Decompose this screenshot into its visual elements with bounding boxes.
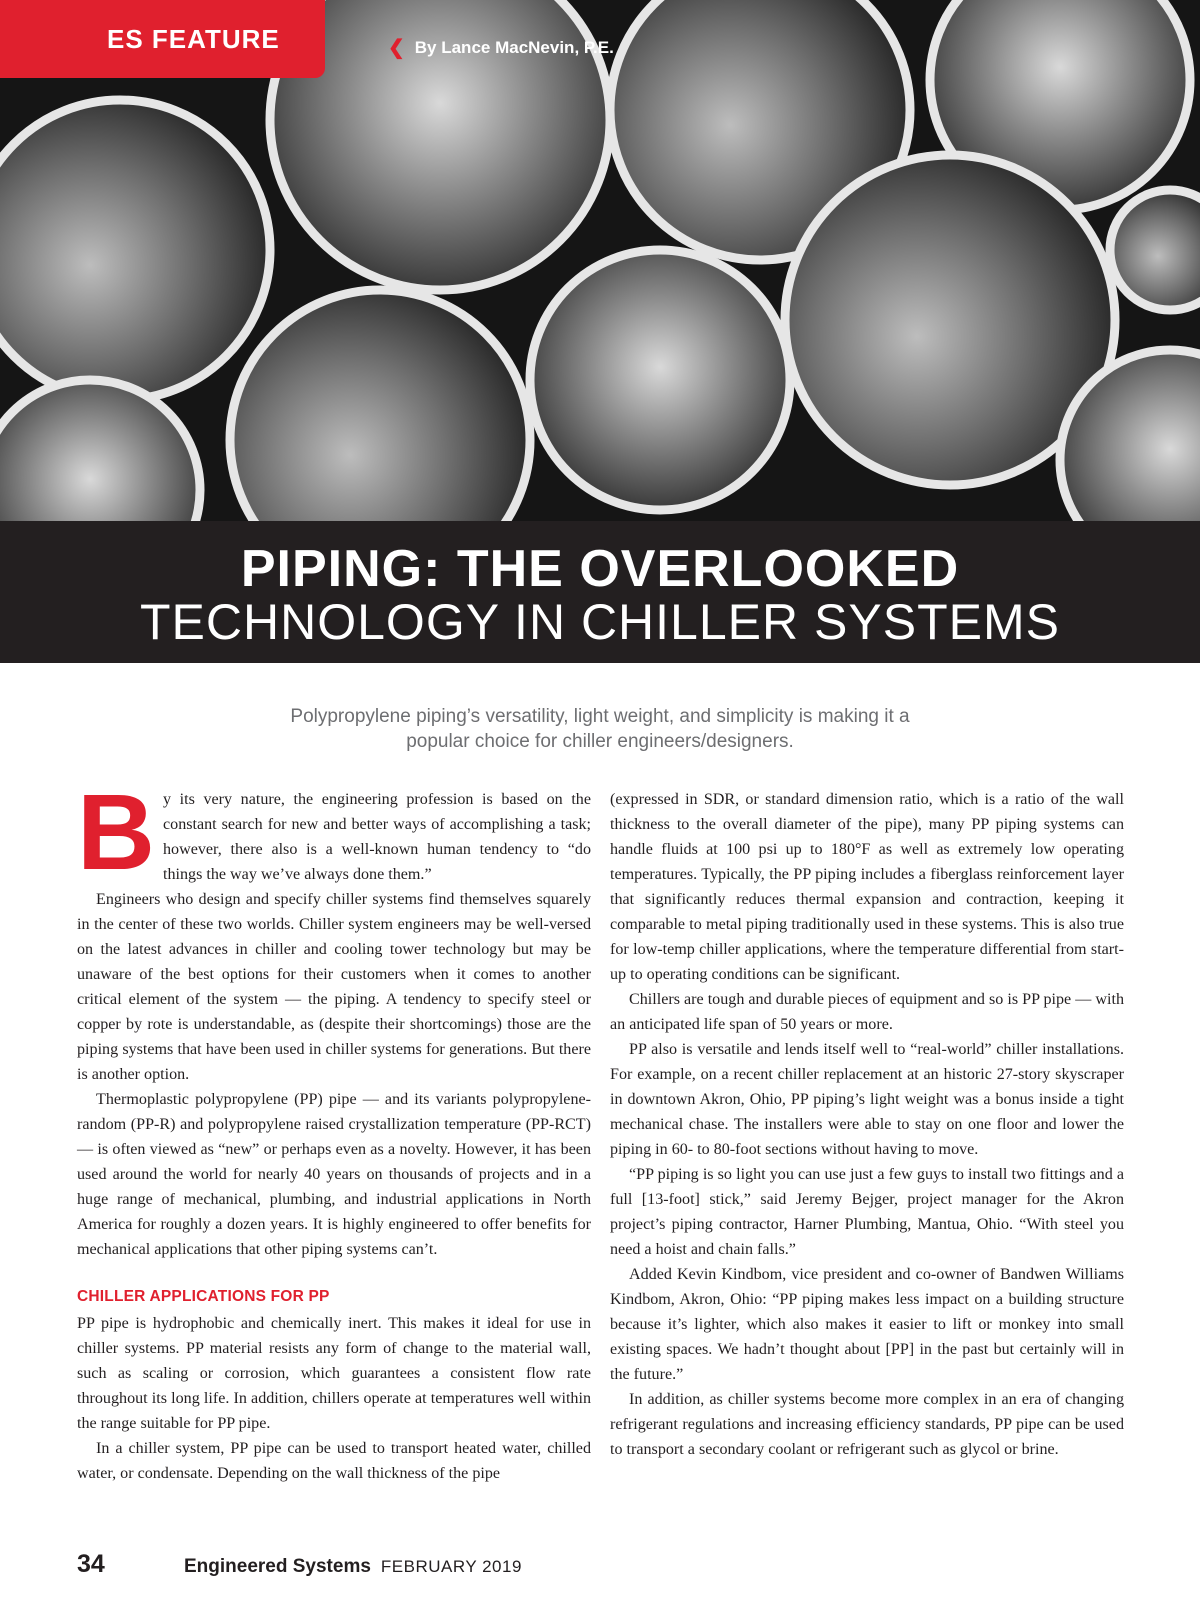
title-band <box>0 521 1200 663</box>
paragraph: In addition, as chiller systems become more complex in an era of changing refrigerant regulations and increasing efficiency standards, PP pipe can be used to transport a secondary coolant or refrigerant such as glycol or brine. <box>610 1391 1124 1458</box>
left-column <box>77 771 591 1486</box>
paragraph <box>77 771 591 892</box>
paragraph: Thermoplastic polypropylene (PP) pipe — and its variants polypropylene-random (PP-R) and polypropylene raised crystallization temperature (PP-RCT) — is often viewed as “new” or perhaps even as a novelty. However, it has been used around the world for nearly 40 years on thousands of projects and in a huge range of mechanical, plumbing, and industrial applications in North America for roughly a dozen years. It is highly engineered to offer benefits for mechanical applications that other piping systems can’t. <box>77 1091 591 1258</box>
paragraph-text: y its very nature, the engineering profession is based on the constant search for new and better ways of accomplishing a task; however, there also is a well-known human tendency to “do things the way we’ve always done them.” <box>163 791 591 883</box>
subhead: CHILLER APPLICATIONS FOR PP <box>77 1288 330 1305</box>
right-column <box>610 787 1124 1462</box>
pipe-ends-photo-icon <box>0 0 1200 521</box>
page-number: 34 <box>77 1550 105 1578</box>
paragraph: Chillers are tough and durable pieces of equipment and so is PP pipe — with an anticipated life span of 50 years or more. <box>610 991 1124 1033</box>
issue-date: FEBRUARY 2019 <box>380 1557 522 1576</box>
byline <box>388 38 614 58</box>
paragraph: (expressed in SDR, or standard dimension ratio, which is a ratio of the wall thickness to the overall diameter of the pipe), many PP piping systems can handle fluids at 100 psi up to 180°F as well as extremely low operating temperatures. Typically, the PP piping includes a fiberglass reinforcement layer that significantly reduces thermal expansion and contraction, keeping it comparable to metal piping traditionally used in these systems. This is also true for low-temp chiller applications, where the temperature differential from start-up to operating conditions can be significant. <box>610 791 1124 983</box>
chevron-left-icon: ❮ <box>388 37 405 59</box>
paragraph: PP also is versatile and lends itself well to “real-world” chiller installations. For example, on a recent chiller replacement at an historic 27-story skyscraper in downtown Akron, Ohio, PP piping’s light weight was a bonus inside a tight mechanical chase. The installers were able to stay on one floor and lower the piping in 60- to 80-foot sections without having to move. <box>610 1041 1124 1158</box>
paragraph: Added Kevin Kindbom, vice president and co-owner of Bandwen Williams Kindbom, Akron, Ohio: “PP piping makes less impact on a building structure because it’s lighter, which also makes it easier to lift or monkey into small existing spaces. We hadn’t thought about [PP] in the past but certainly will in the future.” <box>610 1266 1124 1383</box>
footer <box>77 1550 522 1579</box>
page-title-line-2: TECHNOLOGY IN CHILLER SYSTEMS <box>140 594 1060 650</box>
drop-cap: B <box>77 771 155 892</box>
paragraph: “PP piping is so light you can use just a few guys to install two fittings and a full [13-foot] stick,” said Jeremy Bejger, project manager for the Akron project’s piping contractor, Harner Plumbing, Mantua, Ohio. “With steel you need a hoist and chain falls.” <box>610 1166 1124 1258</box>
hero-photo <box>0 0 1200 521</box>
page-title-line-1: PIPING: THE OVERLOOKED <box>240 540 960 598</box>
paragraph: Engineers who design and specify chiller systems find themselves squarely in the center of these two worlds. Chiller system engineers may be well-versed on the latest advances in chiller and cooling tower technology but may be unaware of the best options for their customers when it comes to another critical element of the system — the piping. A tendency to specify steel or copper by rote is understandable, as (despite their shortcomings) those are the piping systems that have been used in chiller systems for generations. But there is another option. <box>77 891 591 1083</box>
byline-text: By Lance MacNevin, P.E. <box>414 38 614 57</box>
paragraph: PP pipe is hydrophobic and chemically inert. This makes it ideal for use in chiller systems. PP material resists any form of change to the material wall, such as scaling or corrosion, which guarantees a consistent flow rate throughout its long life. In addition, chillers operate at temperatures well within the range suitable for PP pipe. <box>77 1315 591 1432</box>
deck-line-1: Polypropylene piping’s versatility, light weight, and simplicity is making it a <box>290 706 910 727</box>
section-tag: ES FEATURE <box>0 0 325 78</box>
magazine-name: Engineered Systems <box>184 1556 371 1577</box>
paragraph: In a chiller system, PP pipe can be used to transport heated water, chilled water, or condensate. Depending on the wall thickness of the pipe <box>77 1440 591 1482</box>
deck-line-2: popular choice for chiller engineers/designers. <box>406 731 794 752</box>
deck <box>200 704 1000 754</box>
